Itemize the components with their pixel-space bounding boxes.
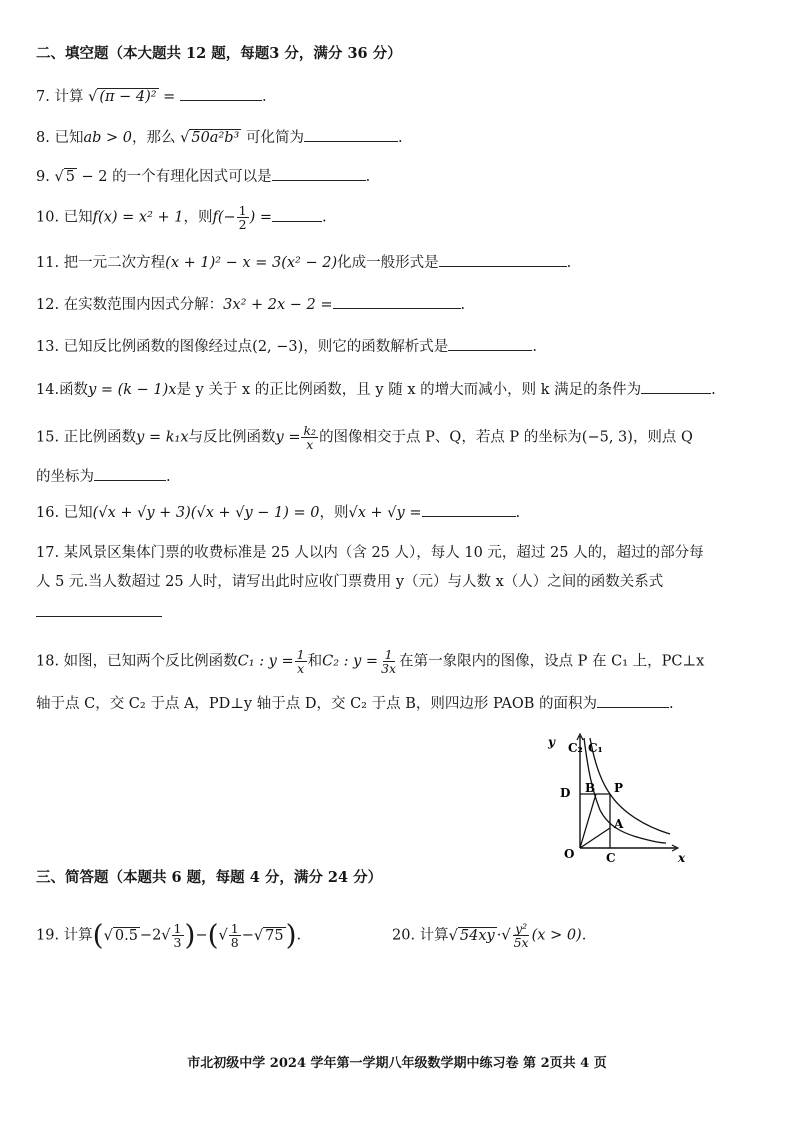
q8-sqrt: √ 50a²b³ xyxy=(180,130,240,146)
q15-line2: 的坐标为 xyxy=(36,469,94,485)
q18-answer-blank xyxy=(597,693,669,708)
q19-paren-open-1: ( xyxy=(92,918,104,952)
q20-frac-b xyxy=(512,922,531,949)
q18-p2: 在第一象限内的图像，设点 P 在 C₁ 上，PC⊥x xyxy=(399,653,705,670)
q8-post: 可化简为 xyxy=(245,130,304,146)
q19-d-den: 8 xyxy=(230,935,239,950)
q18-f2-den: 3x xyxy=(381,661,397,676)
q18-number: 18. xyxy=(36,653,60,670)
q19-e: 75 xyxy=(265,927,284,944)
fig-label-d: D xyxy=(560,786,571,800)
q19-b: −2 xyxy=(139,927,162,944)
q17-answer-blank xyxy=(36,602,162,617)
fig-label-x: x xyxy=(678,851,686,865)
q12-number: 12. xyxy=(36,297,60,313)
q18-c1: C₁ : y = xyxy=(237,653,294,670)
q10-frac-num: 1 xyxy=(238,203,247,218)
q17-line1: 某风景区集体门票的收费标准是 25 人以内（含 25 人），每人 10 元，超过 25 人的，超过的部分每 xyxy=(63,545,704,561)
q9-end: . xyxy=(365,169,371,185)
section-2-header: 二、填空题（本大题共 12 题，每题3 分，满分 36 分） xyxy=(36,45,402,62)
q10-expr2a: f(− xyxy=(212,209,236,226)
question-17-line3 xyxy=(36,602,162,623)
q20-dot: · xyxy=(496,927,502,944)
q19-frac-c xyxy=(172,922,184,949)
question-15 xyxy=(36,424,693,451)
q20-b-num: y² xyxy=(515,921,528,936)
fig-label-a: A xyxy=(614,817,624,831)
q19-number: 19. xyxy=(36,927,60,944)
q19-end: . xyxy=(296,927,302,944)
q15-p3: 的图像相交于点 P、Q，若点 P 的坐标为 xyxy=(319,429,582,446)
q20-cond: (x > 0) xyxy=(531,927,582,944)
q19-sqrt-d: √ $\frac{1}{8}$ xyxy=(218,921,239,950)
q14-number: 14. xyxy=(36,382,60,398)
q19-a: 0.5 xyxy=(114,927,138,944)
q7-end: . xyxy=(261,89,267,105)
q19-minus-2: − xyxy=(241,927,254,944)
fig-label-c2: C₂ xyxy=(568,741,583,755)
q10-expr1: f(x) = x² + 1 xyxy=(92,209,184,226)
q10-number: 10. xyxy=(36,209,60,226)
q19-text: 计算 xyxy=(63,927,93,944)
q18-fraction-2 xyxy=(379,648,398,675)
q12-end: . xyxy=(460,297,466,313)
q15-answer-blank xyxy=(94,466,166,481)
q7-answer-blank xyxy=(180,86,262,101)
q18-c2: C₂ : y = xyxy=(322,653,379,670)
question-18 xyxy=(36,648,704,675)
q10-end: . xyxy=(322,209,327,226)
q10-fraction xyxy=(237,204,249,231)
q15-point: (−5, 3) xyxy=(581,429,633,446)
q18-f1-num: 1 xyxy=(296,647,305,662)
q7-radicand: (π − 4)² xyxy=(99,89,157,105)
fig-label-c: C xyxy=(606,851,616,865)
q8-radicand: 50a²b³ xyxy=(191,130,240,146)
q12-answer-blank xyxy=(333,294,461,309)
q19-sqrt-a: √ 0.5 xyxy=(103,927,138,944)
fig-label-y: y xyxy=(548,735,555,749)
q18-line2: 轴于点 C，交 C₂ 于点 A，PD⊥y 轴于点 D，交 C₂ 于点 B，则四边形 PAOB 的面积为 xyxy=(36,696,598,712)
q16-number: 16. xyxy=(36,505,60,521)
q11-number: 11. xyxy=(36,255,60,271)
q13-text: 已知反比例函数的图像经过点 xyxy=(63,339,253,355)
fig-label-c1: C₁ xyxy=(588,741,603,755)
q15-end: . xyxy=(166,469,171,485)
q20-b-den: 5x xyxy=(513,935,529,950)
question-11 xyxy=(36,252,571,273)
fig-label-o: O xyxy=(564,847,575,861)
q17-number: 17. xyxy=(36,545,60,561)
q9-answer-blank xyxy=(272,166,366,181)
q7-text: 计算 xyxy=(54,89,84,105)
q14-answer-blank xyxy=(641,379,711,394)
fig-label-b: B xyxy=(585,781,596,795)
q15-e2: y = xyxy=(275,429,301,446)
q19-paren-open-2: ( xyxy=(207,918,219,952)
question-17-line2 xyxy=(36,572,663,592)
q9-sqrt: √ 5 xyxy=(54,169,75,185)
q10-pre: 已知 xyxy=(63,209,93,226)
q15-frac-den: x xyxy=(306,437,314,452)
q12-expr: 3x² + 2x − 2 = xyxy=(223,297,333,313)
q16-answer-blank xyxy=(422,502,516,517)
q8-end: . xyxy=(397,130,403,146)
question-16 xyxy=(36,502,520,523)
q20-sqrt-b: √ $\frac{\text{y²}}{5x}$ xyxy=(501,921,529,950)
q20-number: 20. xyxy=(392,927,416,944)
question-17 xyxy=(36,543,704,563)
q20-sqrt-a: √ 54xy xyxy=(448,927,495,944)
question-8 xyxy=(36,127,403,148)
segment-ob xyxy=(580,794,596,848)
fig-label-p: P xyxy=(614,781,624,795)
q14-expr: y = (k − 1)x xyxy=(88,382,177,398)
q8-answer-blank xyxy=(304,127,398,142)
q20-text: 计算 xyxy=(419,927,449,944)
q18-figure xyxy=(544,730,694,868)
q11-post: 化成一般形式是 xyxy=(337,255,439,271)
q19-sqrt-e: √ 75 xyxy=(253,927,284,944)
q17-line2: 人 5 元.当人数超过 25 人时，请写出此时应收门票费用 y（元）与人数 x（人）之间的函数关系式 xyxy=(36,574,664,590)
question-7 xyxy=(36,86,267,107)
q13-post: ，则它的函数解析式是 xyxy=(303,339,449,355)
question-9 xyxy=(36,166,370,187)
q14-text: 是 y 关于 x 的正比例函数，且 y 随 x 的增大而减小，则 k 满足的条件为 xyxy=(176,382,642,398)
q13-number: 13. xyxy=(36,339,60,355)
q15-number: 15. xyxy=(36,429,60,446)
question-10 xyxy=(36,204,327,231)
q11-end: . xyxy=(566,255,572,271)
q18-and: 和 xyxy=(307,653,323,670)
q13-point: (2, −3) xyxy=(252,339,304,355)
q9-number: 9. xyxy=(36,169,50,185)
question-20 xyxy=(392,922,586,949)
q11-expr: (x + 1)² − x = 3(x² − 2) xyxy=(165,255,338,271)
q19-paren-close-1: ) xyxy=(184,918,196,952)
q12-text: 在实数范围内因式分解： xyxy=(63,297,224,313)
q10-expr2b: ) = xyxy=(249,209,273,226)
q18-f1-den: x xyxy=(297,661,305,676)
section-3-header: 三、简答题（本题共 6 题，每题 4 分，满分 24 分） xyxy=(36,869,383,886)
q18-p1: 如图，已知两个反比例函数 xyxy=(63,653,238,670)
q16-pre: 已知 xyxy=(63,505,93,521)
question-12 xyxy=(36,294,465,315)
q11-pre: 把一元二次方程 xyxy=(63,255,166,271)
q8-pre: 已知 xyxy=(54,130,84,146)
q18-end: . xyxy=(669,696,674,712)
q20-a: 54xy xyxy=(459,927,495,944)
q9-minus: − 2 xyxy=(76,169,108,185)
q19-c-den: 3 xyxy=(173,935,182,950)
q20-end: . xyxy=(581,927,587,944)
q10-answer-blank xyxy=(272,207,322,222)
q8-cond: ab > 0 xyxy=(83,130,132,146)
q19-sqrt-c: √ $\frac{1}{3}$ xyxy=(161,921,182,950)
page-footer: 市北初级中学 2024 学年第一学期八年级数学期中练习卷 第 2页共 4 页 xyxy=(187,1056,607,1071)
q19-paren-close-2: ) xyxy=(285,918,297,952)
question-18-line2 xyxy=(36,693,674,714)
q8-number: 8. xyxy=(36,130,50,146)
q10-frac-den: 2 xyxy=(238,217,247,232)
q15-p1: 正比例函数 xyxy=(63,429,137,446)
q8-mid: ，那么 xyxy=(131,130,176,146)
q7-eq: = xyxy=(158,89,176,105)
q15-fraction xyxy=(301,424,318,451)
q16-expr: (√x + √y + 3)(√x + √y − 1) = 0 xyxy=(92,505,320,521)
q15-e1: y = k₁x xyxy=(136,429,189,446)
q13-answer-blank xyxy=(448,336,532,351)
q16-mid: ，则 xyxy=(319,505,349,521)
question-15-line2 xyxy=(36,466,171,487)
q18-f2-num: 1 xyxy=(384,647,393,662)
q13-end: . xyxy=(532,339,537,355)
q16-end: . xyxy=(515,505,521,521)
q19-c-num: 1 xyxy=(173,921,182,936)
q19-minus: − xyxy=(195,927,208,944)
q15-p2: 与反比例函数 xyxy=(188,429,276,446)
q9-radicand: 5 xyxy=(65,169,75,185)
q15-frac-num: k₂ xyxy=(303,423,317,438)
q11-answer-blank xyxy=(439,252,567,267)
question-13 xyxy=(36,336,537,357)
q14-pre: 函数 xyxy=(59,382,89,398)
q7-number: 7. xyxy=(36,89,50,105)
q19-d-num: 1 xyxy=(230,921,239,936)
q7-sqrt: √ (π − 4)² xyxy=(88,89,157,105)
q18-fraction-1 xyxy=(295,648,307,675)
question-14 xyxy=(36,379,716,400)
q16-expr2: √x + √y = xyxy=(348,505,422,521)
q10-mid: ，则 xyxy=(183,209,213,226)
q19-frac-d xyxy=(229,922,241,949)
question-19 xyxy=(36,918,302,952)
q14-end: . xyxy=(711,382,716,398)
q15-p4: ，则点 Q xyxy=(632,429,693,446)
q9-text: 的一个有理化因式可以是 xyxy=(112,169,272,185)
